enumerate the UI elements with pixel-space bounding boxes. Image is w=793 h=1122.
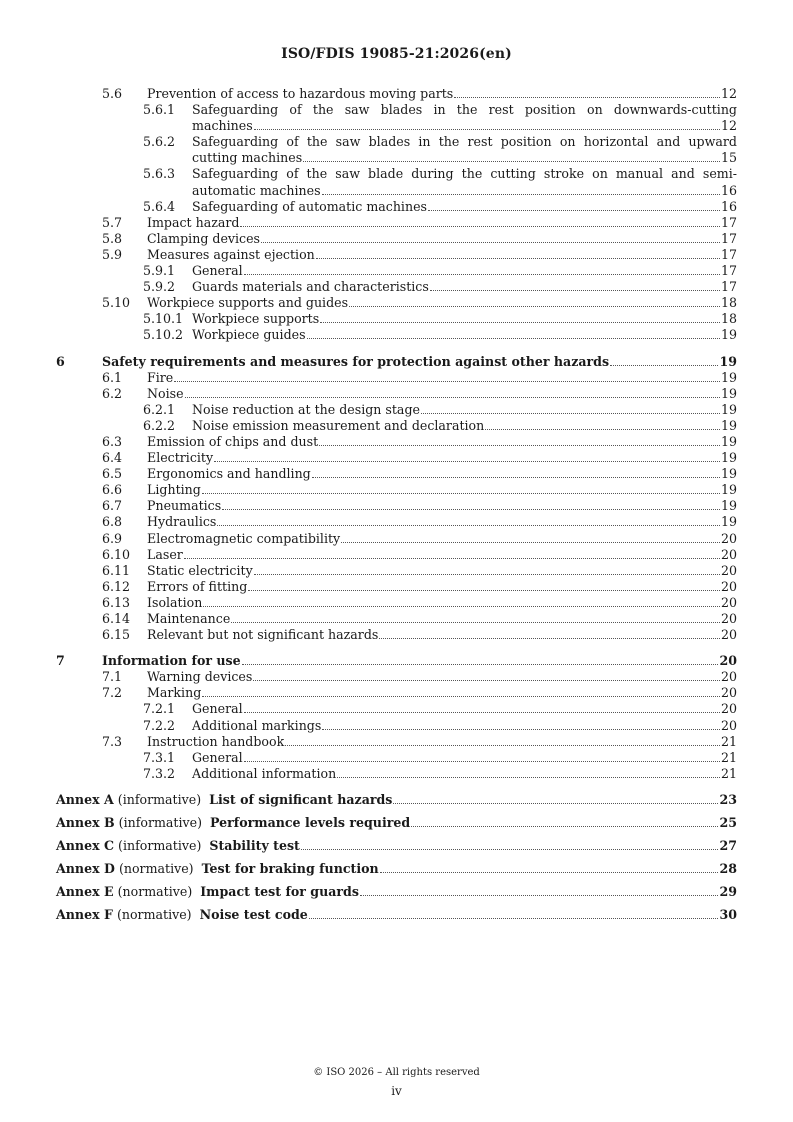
toc-entry-number: 5.9 (102, 246, 123, 262)
toc-entry[interactable] (56, 247, 737, 263)
annex-entry[interactable] (56, 884, 737, 900)
dot-leader (349, 306, 720, 307)
toc-entry[interactable] (56, 514, 737, 530)
toc-entry-title: Information for use (102, 653, 241, 669)
toc-entry-number: 5.10.1 (143, 311, 184, 327)
toc-entry-number: 6.3 (102, 433, 123, 449)
toc-entry-page: 20 (720, 594, 737, 610)
annex-page: 29 (719, 884, 737, 900)
dot-leader (393, 803, 718, 804)
toc-entry-number: 6.13 (102, 594, 131, 610)
toc-entry-title: Relevant but not significant hazards (147, 627, 379, 643)
annex-kind: (informative) (118, 838, 202, 854)
toc-entry-page: 19 (720, 433, 737, 449)
toc-entry-title: Instruction handbook (147, 733, 285, 749)
annex-page: 23 (719, 791, 737, 807)
toc-entry-title: cutting machines (192, 150, 303, 166)
dot-leader (411, 826, 718, 827)
toc-entry-number: 6.12 (102, 578, 131, 594)
dot-leader (337, 777, 720, 778)
dot-leader (485, 429, 720, 430)
dot-leader (454, 97, 720, 98)
dot-leader (341, 542, 720, 543)
dot-leader (303, 161, 720, 162)
toc-entry[interactable] (56, 734, 737, 750)
toc-entry-page: 20 (720, 701, 737, 717)
toc-entry[interactable] (56, 579, 737, 595)
toc-entry[interactable] (56, 669, 737, 685)
page-number: iv (391, 1084, 402, 1098)
toc-entry-title: Noise reduction at the design stage (192, 401, 420, 417)
toc-entry-page: 19 (720, 498, 737, 514)
dot-leader (301, 849, 719, 850)
toc-entry-page: 19 (720, 482, 737, 498)
toc-entry-number: 7.3 (102, 733, 123, 749)
toc-entry[interactable] (56, 402, 737, 418)
toc-entry[interactable] (56, 531, 737, 547)
dot-leader (203, 606, 720, 607)
toc-entry-number: 6.6 (102, 482, 123, 498)
toc-entry-title: Ergonomics and handling (147, 466, 311, 482)
toc-entry-title: Static electricity (147, 562, 253, 578)
toc-entry-number: 5.10.2 (143, 327, 184, 343)
toc-entry-page: 19 (720, 327, 737, 343)
dot-leader (428, 210, 720, 211)
toc-entry-page: 20 (720, 611, 737, 626)
toc-entry-page: 17 (720, 230, 737, 246)
toc-entry-number: 5.6.1 (143, 102, 176, 118)
toc-entry[interactable] (56, 263, 737, 279)
dot-leader (242, 664, 719, 665)
toc-entry-page: 17 (720, 279, 737, 295)
toc-entry[interactable] (56, 627, 737, 643)
dot-leader (244, 761, 720, 762)
toc-entry-page: 20 (720, 530, 737, 546)
annex-id: Annex E (56, 884, 114, 900)
toc-entry-title: General (192, 263, 243, 279)
dot-leader (261, 242, 720, 243)
toc-entry-title: General (192, 701, 243, 717)
toc-entry-page: 20 (720, 685, 737, 701)
dot-leader (360, 895, 719, 896)
toc-entry-number: 6.4 (102, 450, 123, 466)
toc-entry-page: 20 (720, 669, 737, 685)
toc-entry-number: 6.10 (102, 546, 131, 562)
toc-entry-title: Pneumatics (147, 498, 222, 514)
dot-leader (214, 461, 720, 462)
toc-entry-title: Impact hazard (147, 214, 240, 230)
annex-title: Noise test code (199, 907, 308, 923)
annex-id: Annex A (56, 791, 114, 807)
dot-leader (254, 574, 720, 575)
annex-kind: (normative) (117, 884, 193, 900)
toc-entry-page: 16 (720, 198, 737, 214)
annex-title: Test for braking function (201, 861, 379, 877)
toc-entry-title: Safety requirements and measures for protection against other hazards (102, 353, 610, 369)
dot-leader (322, 194, 720, 195)
toc-entry-number: 6.15 (102, 627, 131, 643)
toc-entry[interactable] (56, 370, 737, 386)
annex-entry[interactable] (56, 792, 737, 808)
toc-entry-page: 21 (720, 765, 737, 781)
toc-entry-title: Clamping devices (147, 230, 261, 246)
toc-entry-page: 20 (720, 562, 737, 578)
toc-entry[interactable] (56, 134, 737, 166)
dot-leader (244, 274, 720, 275)
dot-leader (222, 509, 720, 510)
dot-leader (316, 258, 720, 259)
annex-entry[interactable] (56, 838, 737, 854)
toc-entry[interactable] (56, 482, 737, 498)
dot-leader (240, 226, 720, 227)
toc-entry-title: Prevention of access to hazardous moving parts (147, 86, 454, 101)
dot-leader (312, 477, 720, 478)
dot-leader (379, 638, 720, 639)
annex-title: List of significant hazards (209, 791, 393, 807)
toc-entry-number: 7.2.2 (143, 717, 176, 733)
toc-entry[interactable] (56, 386, 737, 402)
annex-entry[interactable] (56, 861, 737, 877)
toc-entry-page: 20 (719, 653, 737, 669)
dot-leader (380, 872, 719, 873)
dot-leader (309, 918, 719, 919)
toc-entry[interactable] (56, 685, 737, 701)
toc-entry-page: 20 (720, 717, 737, 733)
toc-entry-number: 5.6.4 (143, 198, 176, 214)
toc-entry-number: 5.10 (102, 295, 131, 311)
dot-leader (185, 397, 720, 398)
toc-entry-title: automatic machines (192, 182, 321, 198)
toc-entry-number: 6.1 (102, 369, 123, 385)
toc-entry-number: 7.1 (102, 669, 123, 685)
annex-page: 30 (719, 907, 737, 923)
toc-entry-page: 17 (720, 263, 737, 279)
toc-entry-title: Safeguarding of automatic machines (192, 198, 427, 214)
toc-entry[interactable] (56, 354, 737, 370)
toc-entry-page: 19 (720, 514, 737, 530)
toc-entry-page: 19 (719, 353, 737, 369)
dot-leader (174, 381, 720, 382)
toc-entry-title: Noise emission measurement and declaration (192, 417, 485, 433)
dot-leader (217, 525, 720, 526)
toc-entry-number: 6 (56, 353, 65, 369)
toc-entry-title: Measures against ejection (147, 246, 315, 262)
toc-entry-title: Emission of chips and dust (147, 433, 319, 449)
toc-entry[interactable] (56, 199, 737, 215)
annex-kind: (normative) (118, 861, 194, 877)
toc-entry-page: 20 (720, 627, 737, 643)
annex-kind: (informative) (118, 815, 202, 831)
toc-entry-page: 21 (720, 749, 737, 765)
toc-entry[interactable] (56, 295, 737, 311)
toc-entry-title: Guards materials and characteristics (192, 279, 429, 295)
dot-leader (430, 290, 720, 291)
dot-leader (184, 558, 720, 559)
toc-entry-page: 15 (720, 150, 737, 166)
toc-entry-title: Lighting (147, 482, 201, 498)
toc-entry-number: 6.2.1 (143, 401, 176, 417)
toc-entry[interactable] (56, 547, 737, 563)
document-header: ISO/FDIS 19085-21:2026(en) (281, 46, 512, 62)
dot-leader (254, 129, 720, 130)
toc-entry-title: Workpiece guides (192, 327, 306, 343)
toc-entry[interactable] (56, 231, 737, 247)
toc-entry[interactable] (56, 595, 737, 611)
toc-entry-number: 5.6.2 (143, 134, 176, 150)
toc-entry-title: Safeguarding of the saw blades in the rest position on horizontal and upward (192, 134, 737, 150)
toc-entry-number: 5.7 (102, 214, 123, 230)
toc-entry-number: 7.2 (102, 685, 123, 701)
toc-entry-page: 20 (720, 578, 737, 594)
toc-entry-page: 12 (720, 86, 737, 101)
dot-leader (202, 493, 720, 494)
dot-leader (319, 445, 720, 446)
toc-entry-number: 6.11 (102, 562, 131, 578)
dot-leader (244, 712, 720, 713)
toc-entry-number: 5.9.1 (143, 263, 176, 279)
toc-entry-page: 19 (720, 466, 737, 482)
annex-title: Performance levels required (210, 815, 411, 831)
toc-entry-number: 6.8 (102, 514, 123, 530)
toc-entry-title: Safeguarding of the saw blades in the rest position on downwards-cutting (192, 102, 737, 118)
toc-entry-page: 18 (720, 295, 737, 311)
dot-leader (231, 622, 720, 623)
toc-entry-title: Safeguarding of the saw blade during the cutting stroke on manual and semi- (192, 166, 737, 182)
annex-page: 28 (719, 861, 737, 877)
toc-entry-title: Errors of fitting (147, 578, 248, 594)
toc-entry[interactable] (56, 215, 737, 231)
toc-entry[interactable] (56, 418, 737, 434)
toc-entry[interactable] (56, 766, 737, 782)
dot-leader (285, 745, 720, 746)
dot-leader (322, 729, 720, 730)
toc-entry-page: 20 (720, 546, 737, 562)
toc-entry-number: 6.7 (102, 498, 123, 514)
toc-entry-page: 17 (720, 214, 737, 230)
toc-entry[interactable] (56, 327, 737, 343)
annex-entry[interactable] (56, 907, 737, 923)
toc-entry-page: 18 (720, 311, 737, 327)
toc-entry-number: 6.9 (102, 530, 123, 546)
toc-entry-title: Electromagnetic compatibility (147, 530, 341, 546)
toc-entry[interactable] (56, 86, 737, 102)
toc-entry-number: 5.8 (102, 230, 123, 246)
toc-entry-title: machines (192, 118, 253, 134)
toc-entry-page: 19 (720, 417, 737, 433)
toc-entry-page: 19 (720, 385, 737, 401)
toc-entry[interactable] (56, 750, 737, 766)
toc-entry-title: Noise (147, 385, 184, 401)
annex-entry[interactable] (56, 815, 737, 831)
toc-entry-title: Laser (147, 546, 183, 562)
toc-entry[interactable] (56, 311, 737, 327)
annex-id: Annex B (56, 815, 115, 831)
copyright-footer: © ISO 2026 – All rights reserved (313, 1067, 480, 1078)
annex-id: Annex C (56, 838, 115, 854)
toc-entry-number: 6.2 (102, 385, 123, 401)
toc-entry[interactable] (56, 450, 737, 466)
annex-page: 25 (719, 815, 737, 831)
toc-entry[interactable] (56, 466, 737, 482)
toc-entry[interactable] (56, 279, 737, 295)
toc-entry-title: Marking (147, 685, 202, 701)
toc-entry-title: Additional information (192, 765, 337, 781)
toc-entry-title: Isolation (147, 594, 203, 610)
toc-entry-number: 7.3.2 (143, 765, 176, 781)
toc-entry-page: 19 (720, 401, 737, 417)
toc-entry-title: General (192, 749, 243, 765)
toc-entry-number: 5.9.2 (143, 279, 176, 295)
toc-entry-title: Workpiece supports (192, 311, 320, 327)
dot-leader (421, 413, 720, 414)
toc-entry-title: Workpiece supports and guides (147, 295, 349, 311)
toc-entry-number: 7.2.1 (143, 701, 176, 717)
toc-entry[interactable] (56, 718, 737, 734)
annex-id: Annex F (56, 907, 113, 923)
toc-entry-number: 7.3.1 (143, 749, 176, 765)
toc-entry-page: 19 (720, 450, 737, 466)
toc-entry-number: 5.6 (102, 86, 123, 101)
toc-entry[interactable] (56, 498, 737, 514)
toc-entry-title: Fire (147, 369, 174, 385)
toc-entry-number: 7 (56, 653, 65, 669)
annex-title: Impact test for guards (200, 884, 359, 900)
toc-entry-title: Additional markings (192, 717, 322, 733)
annex-id: Annex D (56, 861, 115, 877)
annex-title: Stability test (209, 838, 300, 854)
toc-entry-title: Maintenance (147, 611, 231, 626)
annex-kind: (normative) (116, 907, 192, 923)
toc-entry[interactable] (56, 563, 737, 579)
table-of-contents (56, 86, 737, 924)
toc-entry-page: 12 (720, 118, 737, 134)
toc-entry-number: 6.5 (102, 466, 123, 482)
toc-entry[interactable] (56, 653, 737, 669)
toc-entry[interactable] (56, 611, 737, 627)
dot-leader (202, 696, 720, 697)
annex-kind: (informative) (117, 791, 202, 807)
toc-entry-page: 17 (720, 246, 737, 262)
toc-entry[interactable] (56, 701, 737, 717)
toc-entry-title: Hydraulics (147, 514, 217, 530)
toc-entry-title: Electricity (147, 450, 214, 466)
dot-leader (248, 590, 720, 591)
toc-entry-page: 16 (720, 182, 737, 198)
annex-page: 27 (719, 838, 737, 854)
toc-entry-number: 5.6.3 (143, 166, 176, 182)
toc-entry-number: 6.14 (102, 611, 131, 626)
dot-leader (307, 338, 720, 339)
toc-entry-number: 6.2.2 (143, 417, 176, 433)
toc-entry-page: 21 (720, 733, 737, 749)
toc-entry-page: 19 (720, 369, 737, 385)
dot-leader (610, 365, 718, 366)
toc-entry[interactable] (56, 102, 737, 134)
toc-entry[interactable] (56, 166, 737, 198)
toc-entry[interactable] (56, 434, 737, 450)
dot-leader (320, 322, 720, 323)
toc-entry-title: Warning devices (147, 669, 253, 685)
dot-leader (253, 680, 720, 681)
